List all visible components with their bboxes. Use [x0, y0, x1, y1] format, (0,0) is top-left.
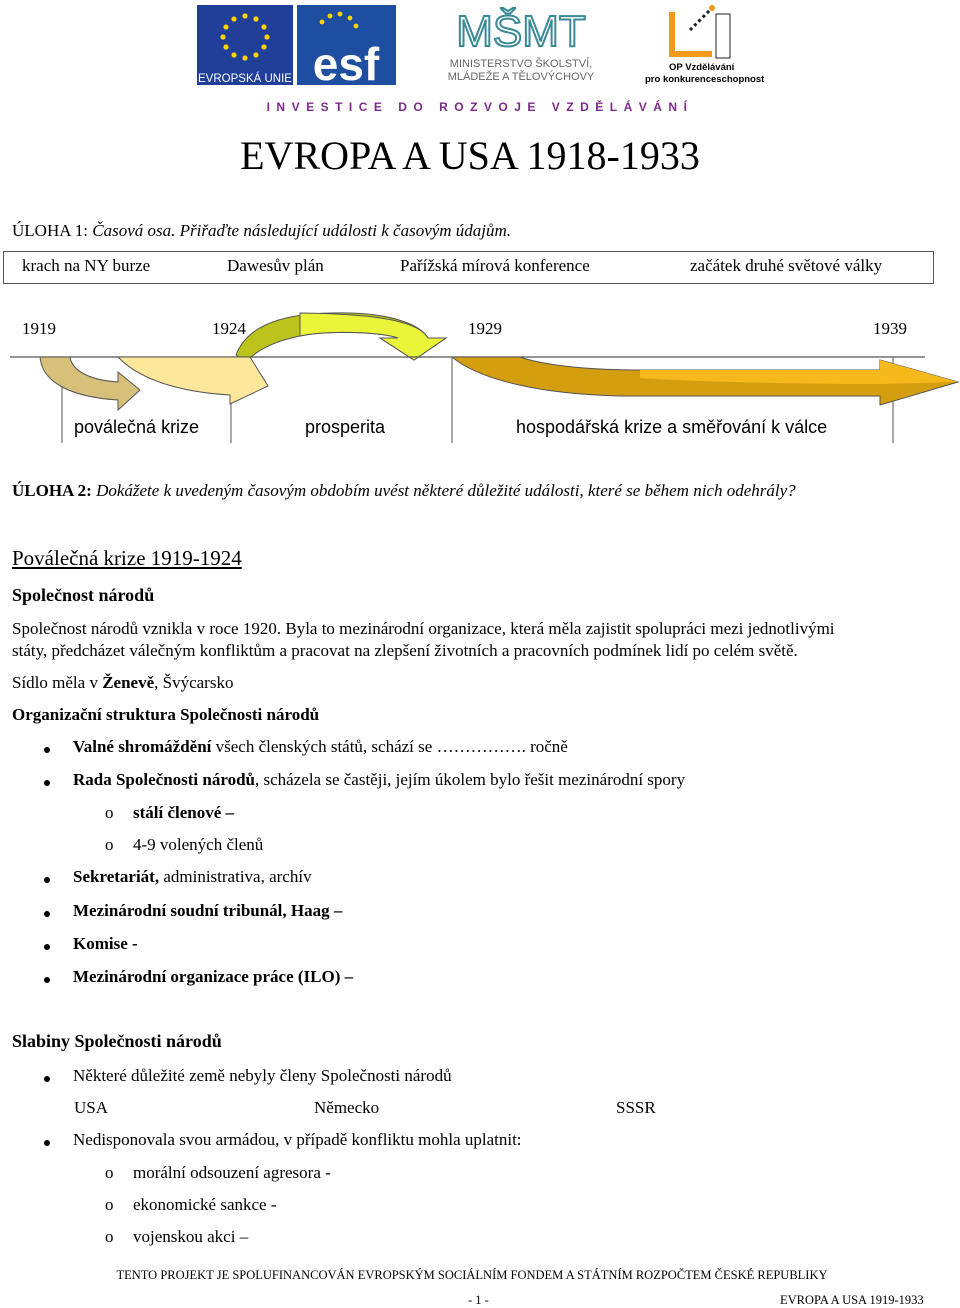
task2-label: ÚLOHA 2:: [12, 481, 97, 500]
list-item: Rada Společnosti národů, scházela se častěji, jejím úkolem bylo řešit mezinárodní spory: [73, 770, 686, 789]
sub-list-item: 4-9 volených členů: [133, 835, 264, 854]
events-box: [3, 251, 934, 284]
country-item: USA: [74, 1098, 109, 1117]
header-logos: [0, 0, 960, 100]
sub-list-item: stálí členové –: [133, 803, 235, 822]
op-vzdelavani-logo: [645, 5, 765, 85]
bullet-icon: [44, 1076, 50, 1082]
timeline-period: prosperita: [305, 417, 386, 437]
list-item: Valné shromáždění všech členských států, schází se ……………. ročně: [73, 737, 568, 756]
funding-notice: TENTO PROJEKT JE SPOLUFINANCOVÁN EVROPSKÝM SOCIÁLNÍM FONDEM A STÁTNÍM ROZPOČTEM ČESKÉ REPUBLIKY: [116, 1268, 828, 1282]
circle-bullet-icon: o: [105, 835, 114, 854]
msmt-logo: [448, 6, 595, 83]
section-subheading: Společnost národů: [12, 585, 155, 605]
task2-instruction: [12, 481, 796, 501]
sub-list-item: vojenskou akci –: [133, 1227, 249, 1246]
event-item[interactable]: krach na NY burze: [22, 256, 151, 275]
svg-text:OP Vzdělávání: OP Vzdělávání: [669, 62, 735, 73]
list-item: Komise -: [73, 934, 138, 953]
event-item[interactable]: Pařížská mírová konference: [400, 256, 590, 275]
list-item: Mezinárodní organizace práce (ILO) –: [73, 967, 354, 986]
svg-text:MŠMT: MŠMT: [456, 7, 586, 56]
arrow-prosperity: [118, 357, 268, 404]
page-title: EVROPA A USA 1918-1933: [240, 133, 700, 178]
task2-text: Dokážete k uvedeným časovým obdobím uvést některé důležité události, které se během nich odehrály?: [96, 481, 796, 500]
timeline-period: poválečná krize: [74, 417, 200, 437]
eu-flag-logo: [197, 5, 293, 85]
investice-slogan: INVESTICE DO ROZVOJE VZDĚLÁVÁNÍ: [266, 100, 694, 114]
timeline-year: 1939: [873, 319, 907, 338]
bullet-icon: [44, 977, 50, 983]
list-item: Nedisponovala svou armádou, v případě konfliktu mohla uplatnit:: [73, 1130, 522, 1149]
seat-city: Ženevě: [102, 673, 155, 692]
svg-text:pro konkurenceschopnost: pro konkurenceschopnost: [645, 74, 765, 85]
bullet-icon: [44, 1140, 50, 1146]
list-item: Některé důležité země nebyly členy Společnosti národů: [73, 1066, 452, 1085]
circle-bullet-icon: o: [105, 803, 114, 822]
country-item: SSSR: [616, 1098, 656, 1117]
task1-instruction: [12, 221, 511, 241]
weaknesses-heading: Slabiny Společnosti národů: [12, 1031, 222, 1051]
arrow-postwar-crisis: [40, 357, 140, 410]
bullet-icon: [44, 944, 50, 950]
svg-text:esf: esf: [312, 38, 380, 90]
circle-bullet-icon: o: [105, 1227, 114, 1246]
esf-logo: [297, 5, 396, 90]
bullet-icon: [44, 780, 50, 786]
timeline-period: hospodářská krize a směřování k válce: [516, 417, 828, 437]
bullet-icon: [44, 911, 50, 917]
sub-list-item: morální odsouzení agresora -: [133, 1163, 331, 1182]
bullet-icon: [44, 747, 50, 753]
task1-text: Časová osa. Přiřaďte následující události k časovým údajům.: [92, 221, 512, 240]
seat-line: Sídlo měla v Ženevě, Švýcarsko: [12, 673, 234, 692]
circle-bullet-icon: o: [105, 1163, 114, 1182]
paragraph-line: Společnost národů vznikla v roce 1920. Byla to mezinárodní organizace, která měla zajistit spolupráci mezi jednotlivými: [12, 619, 835, 638]
list-item: Mezinárodní soudní tribunál, Haag –: [73, 901, 343, 920]
paragraph-line: státy, předcházet válečným konfliktům a pracovat na zlepšení životních a pracovních podmínek lidí po celém světě.: [12, 641, 798, 660]
sub-list-item: ekonomické sankce -: [133, 1195, 277, 1214]
event-item[interactable]: začátek druhé světové války: [690, 256, 883, 275]
svg-text:MLÁDEŽE A TĚLOVÝCHOVY: MLÁDEŽE A TĚLOVÝCHOVY: [447, 71, 595, 83]
timeline-year: 1929: [468, 319, 502, 338]
svg-text:MINISTERSTVO ŠKOLSTVÍ,: MINISTERSTVO ŠKOLSTVÍ,: [449, 58, 593, 70]
bullet-icon: [44, 877, 50, 883]
timeline-year: 1919: [22, 319, 56, 338]
doc-footer-title: EVROPA A USA 1919-1933: [780, 1293, 924, 1307]
list-item: Sekretariát, administrativa, archív: [73, 867, 312, 886]
task1-label: ÚLOHA 1:: [12, 221, 93, 240]
circle-bullet-icon: o: [105, 1195, 114, 1214]
event-item[interactable]: Dawesův plán: [227, 256, 324, 275]
page-number: - 1 -: [468, 1293, 489, 1307]
timeline-year: 1924: [212, 319, 246, 338]
country-item: Německo: [314, 1098, 380, 1117]
svg-text:EVROPSKÁ UNIE: EVROPSKÁ UNIE: [198, 73, 292, 85]
org-structure-heading: Organizační struktura Společnosti národů: [12, 705, 320, 724]
section-heading: Poválečná krize 1919-1924: [12, 546, 242, 570]
